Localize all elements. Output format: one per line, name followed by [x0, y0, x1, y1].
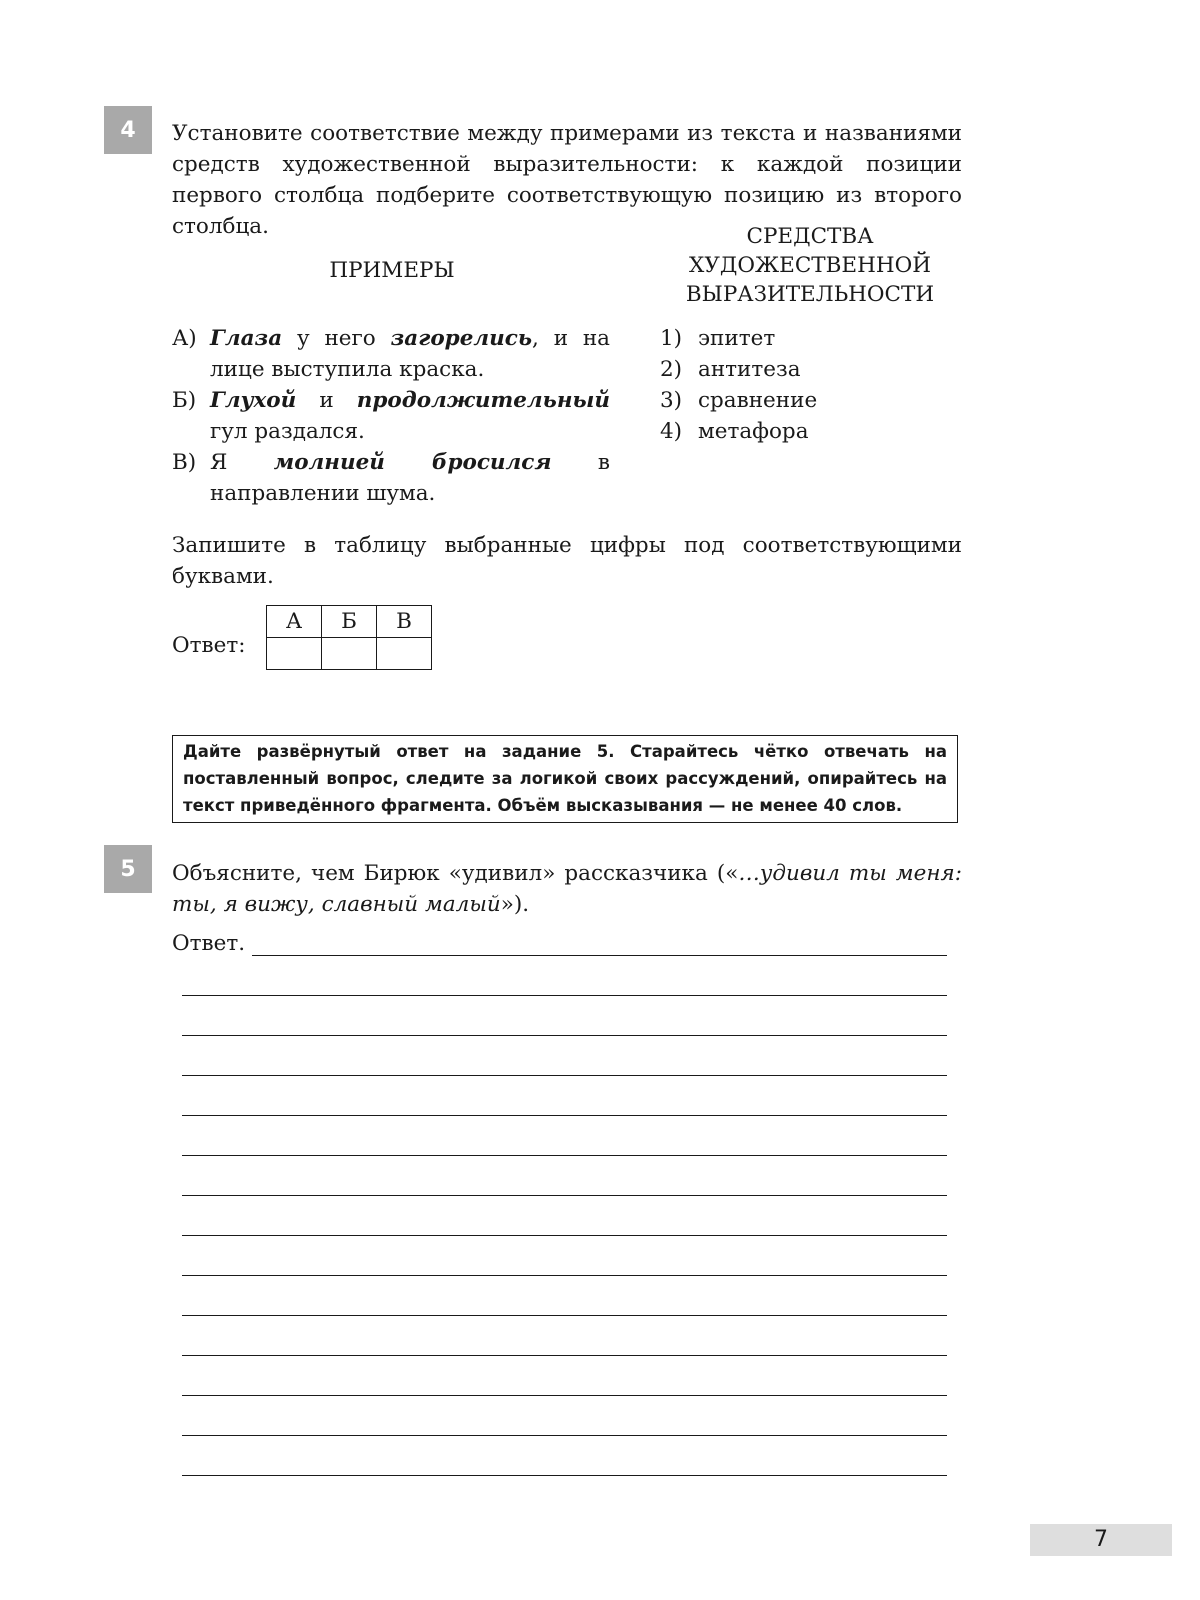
means-item-2	[660, 354, 801, 385]
means-label: 4)	[660, 419, 683, 444]
answer-line[interactable]	[182, 1115, 947, 1116]
means-text: метафора	[698, 419, 809, 444]
task5-question-text: Объясните, чем Бирюк «удивил» рассказчика («	[172, 861, 739, 886]
example-label: А)	[172, 326, 197, 351]
answer-line[interactable]	[182, 1035, 947, 1036]
example-label: Б)	[172, 388, 197, 413]
example-bold-word: Глухой	[210, 388, 297, 413]
example-text: в направлении шума.	[210, 450, 610, 506]
means-label: 2)	[660, 357, 683, 382]
answer-line[interactable]	[182, 995, 947, 996]
example-bold-word: продолжительный	[356, 388, 610, 413]
answer-line[interactable]	[252, 955, 947, 956]
task5-question-quote: …удивил ты меня: ты, я вижу, славный малый	[172, 861, 962, 917]
answer-cell-v[interactable]	[377, 638, 432, 670]
answer-line[interactable]	[182, 1435, 947, 1436]
task-number-5: 5	[104, 845, 152, 893]
answer-line[interactable]	[182, 1475, 947, 1476]
page-number: 7	[1030, 1524, 1172, 1556]
answer-line[interactable]	[182, 1195, 947, 1196]
examples-header: ПРИМЕРЫ	[329, 258, 455, 283]
means-item-1	[660, 323, 775, 354]
example-text: у него	[282, 326, 391, 351]
example-text: гул раздался.	[210, 419, 365, 444]
example-label: В)	[172, 450, 197, 475]
answer-line[interactable]	[182, 1355, 947, 1356]
answer-line[interactable]	[182, 1235, 947, 1236]
answer-table-header: В	[377, 606, 432, 638]
example-text: Я	[210, 450, 274, 475]
means-text: сравнение	[698, 388, 818, 413]
answer-cell-b[interactable]	[322, 638, 377, 670]
example-v	[172, 447, 610, 509]
answer-label-4: Ответ:	[172, 633, 246, 658]
example-text: , и на лице выступила краска.	[210, 326, 610, 382]
example-b	[172, 385, 610, 447]
answer-table-header: А	[267, 606, 322, 638]
answer-line[interactable]	[182, 1155, 947, 1156]
means-item-4	[660, 416, 809, 447]
example-bold-word: Глаза	[210, 326, 283, 351]
means-text: эпитет	[698, 326, 776, 351]
means-text: антитеза	[698, 357, 801, 382]
instruction-box: Дайте развёрнутый ответ на задание 5. Старайтесь чётко отвечать на поставленный вопрос, следите за логикой своих рассуждений, опирайтесь на текст приведённого фрагмента. Объём высказывания — не менее 40 слов.	[172, 735, 958, 823]
means-item-3	[660, 385, 817, 416]
means-label: 1)	[660, 326, 683, 351]
means-header-line2: ХУДОЖЕСТВЕННОЙ	[689, 253, 931, 278]
example-bold-word: загорелись	[390, 326, 533, 351]
means-label: 3)	[660, 388, 683, 413]
answer-table	[266, 605, 432, 670]
means-header-line1: СРЕДСТВА	[746, 224, 874, 249]
answer-cell-a[interactable]	[267, 638, 322, 670]
task-number-4: 4	[104, 106, 152, 154]
answer-table-header: Б	[322, 606, 377, 638]
answer-line[interactable]	[182, 1395, 947, 1396]
example-a	[172, 323, 610, 385]
task5-question-end: »).	[500, 892, 530, 917]
answer-line[interactable]	[182, 1275, 947, 1276]
example-text: и	[296, 388, 357, 413]
task5-question	[172, 858, 962, 920]
answer-label-5: Ответ.	[172, 931, 246, 956]
task4-intro: Установите соответствие между примерами из текста и названиями средств художественной выразительности: к каждой позиции первого столбца подберите соответствующую позицию из второго столбца.	[172, 121, 962, 239]
write-instruction: Запишите в таблицу выбранные цифры под соответствующими буквами.	[172, 533, 962, 589]
example-bold-word: молнией бросился	[273, 450, 552, 475]
answer-line[interactable]	[182, 1075, 947, 1076]
means-header-line3: ВЫРАЗИТЕЛЬНОСТИ	[685, 282, 935, 307]
answer-line[interactable]	[182, 1315, 947, 1316]
